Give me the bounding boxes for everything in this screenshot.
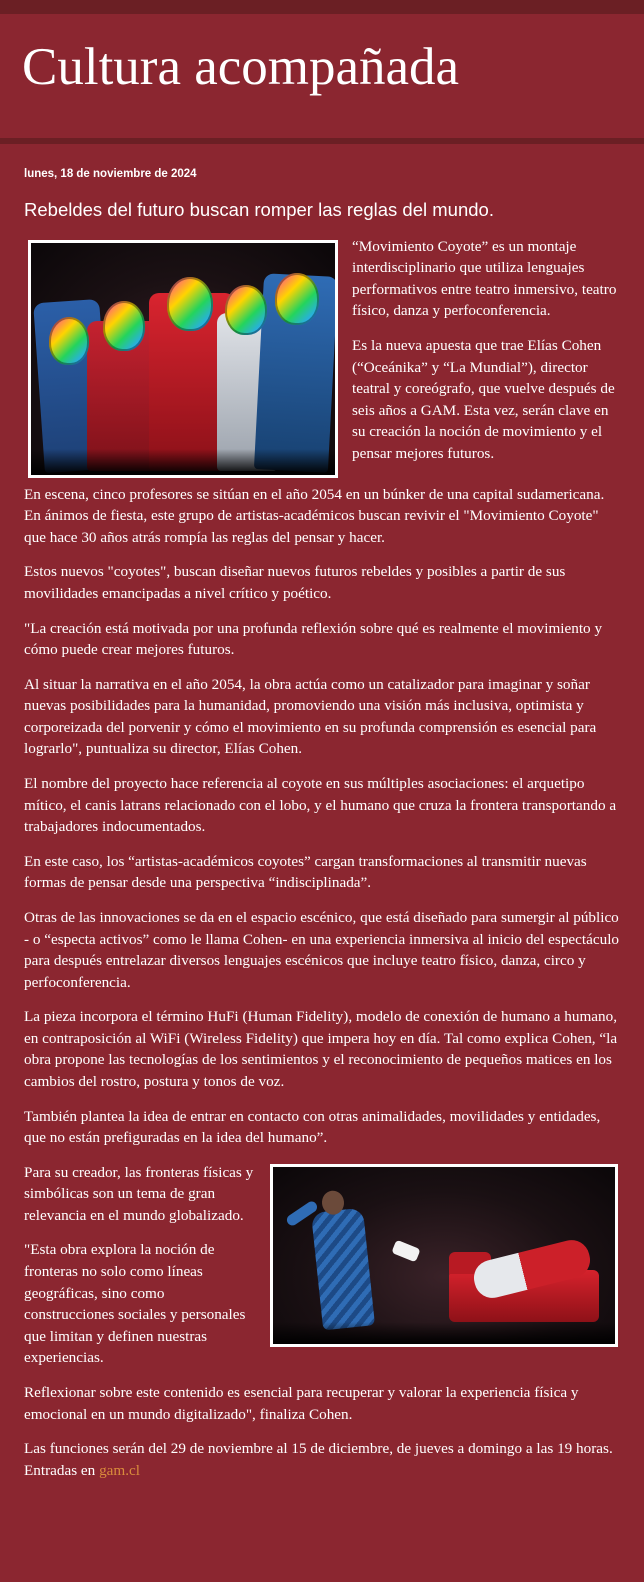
- post-paragraph: En este caso, los “artistas-académicos coyotes” cargan transformaciones al transmitir nuevas formas de pensar desde una perspectiva “indisciplinada”.: [24, 852, 587, 892]
- post-paragraph: Estos nuevos "coyotes", buscan diseñar nuevos futuros rebeldes y posibles a partir de sus movilidades emancipadas a nivel crítico y poético.: [24, 563, 566, 602]
- post-container: [0, 144, 644, 1525]
- blog-page: [0, 14, 644, 1582]
- colorful-mask: [103, 301, 145, 351]
- post-paragraph: "Esta obra explora la noción de fronteras no solo como líneas geográficas, sino como construcciones sociales y personales que limitan y definen nuestras experiencias.: [24, 1241, 246, 1367]
- blog-title: Cultura acompañada: [22, 38, 460, 96]
- post-paragraph: El nombre del proyecto hace referencia al coyote en sus múltiples asociaciones: el arquetipo mítico, el canis latrans relacionado con el lobo, y el humano que cruza la frontera transportando a trabajadores indocumentados.: [24, 775, 617, 836]
- photo-stage: [31, 243, 335, 475]
- shoe: [391, 1239, 420, 1262]
- gam-link[interactable]: gam.cl: [99, 1461, 140, 1479]
- post-closing: [24, 1438, 620, 1481]
- dancer-figure: [311, 1207, 375, 1330]
- post-paragraph: La pieza incorpora el término HuFi (Human Fidelity), modelo de conexión de humano a humano, en contraposición al WiFi (Wireless Fidelity) que impera hoy en día. Tal como explica Cohen, “la obra propone las tecnologías de los sentimientos y el reconocimiento de pequeños matices en los cambios del rostro, postura y tonos de voz.: [24, 1008, 618, 1090]
- colorful-mask: [167, 277, 213, 331]
- post-paragraph: "La creación está motivada por una profunda reflexión sobre qué es realmente el movimiento y cómo puede crear mejores futuros.: [24, 619, 603, 659]
- photo-stage: [273, 1167, 615, 1344]
- stage-floor: [31, 449, 335, 475]
- post-body: [24, 236, 620, 1482]
- post-paragraph: Al situar la narrativa en el año 2054, la obra actúa como un catalizador para imaginar y soñar nuevas posibilidades para la humanidad, promoviendo una visión más inclusiva, optimista y corporeizada del porvenir y cómo el movimiento en su profunda comprensión es esencial para lograrlo", puntualiza su director, Elías Cohen.: [24, 675, 597, 758]
- post-paragraph: Es la nueva apuesta que trae Elías Cohen (“Oceánika” y “La Mundial”), director teatral y coreógrafo, que vuelve después de seis años a GAM. Esta vez, serán clave en su creación la noción de movimiento y el pensar mejores futuros.: [352, 337, 615, 462]
- colorful-mask: [275, 273, 319, 325]
- post-closing-text: Las funciones serán del 29 de noviembre al 15 de diciembre, de jueves a domingo a las 19 horas. Entradas en: [24, 1440, 613, 1479]
- blog-header: [0, 14, 644, 144]
- colorful-mask: [49, 317, 89, 365]
- post-image-bottom: [270, 1164, 618, 1347]
- post-paragraph: También plantea la idea de entrar en contacto con otras animalidades, movilidades y entidades, que no están prefiguradas en la idea del humano”.: [24, 1107, 601, 1147]
- colorful-mask: [225, 285, 267, 335]
- post-paragraph: Para su creador, las fronteras físicas y simbólicas son un tema de gran relevancia en el mundo globalizado.: [24, 1163, 254, 1224]
- post-paragraph: Otras de las innovaciones se da en el espacio escénico, que está diseñado para sumergir al público - o “especta activos” como le llama Cohen- en una experiencia inmersiva al inicio del espectáculo para después entrelazar diversos lenguajes escénicos que incluye teatro físico, danza, circo y perfoconferencia.: [24, 908, 620, 991]
- post-paragraph: En escena, cinco profesores se sitúan en el año 2054 en un búnker de una capital sudamericana. En ánimos de fiesta, este grupo de artistas-académicos buscan revivir el "Movimiento Coyote" que hace 30 años atrás rompía las reglas del pensar y hacer.: [24, 485, 605, 546]
- post-date: lunes, 18 de noviembre de 2024: [24, 167, 197, 180]
- post-paragraph: “Movimiento Coyote” es un montaje interdisciplinario que utiliza lenguajes performativos entre teatro inmersivo, teatro físico, danza y perfoconferencia.: [352, 237, 617, 320]
- post-image-top: [28, 240, 338, 478]
- stage-floor: [273, 1322, 615, 1344]
- post-title: Rebeldes del futuro buscan romper las reglas del mundo.: [24, 198, 494, 220]
- post-paragraph: Reflexionar sobre este contenido es esencial para recuperar y valorar la experiencia física y emocional en un mundo digitalizado", finaliza Cohen.: [24, 1383, 579, 1423]
